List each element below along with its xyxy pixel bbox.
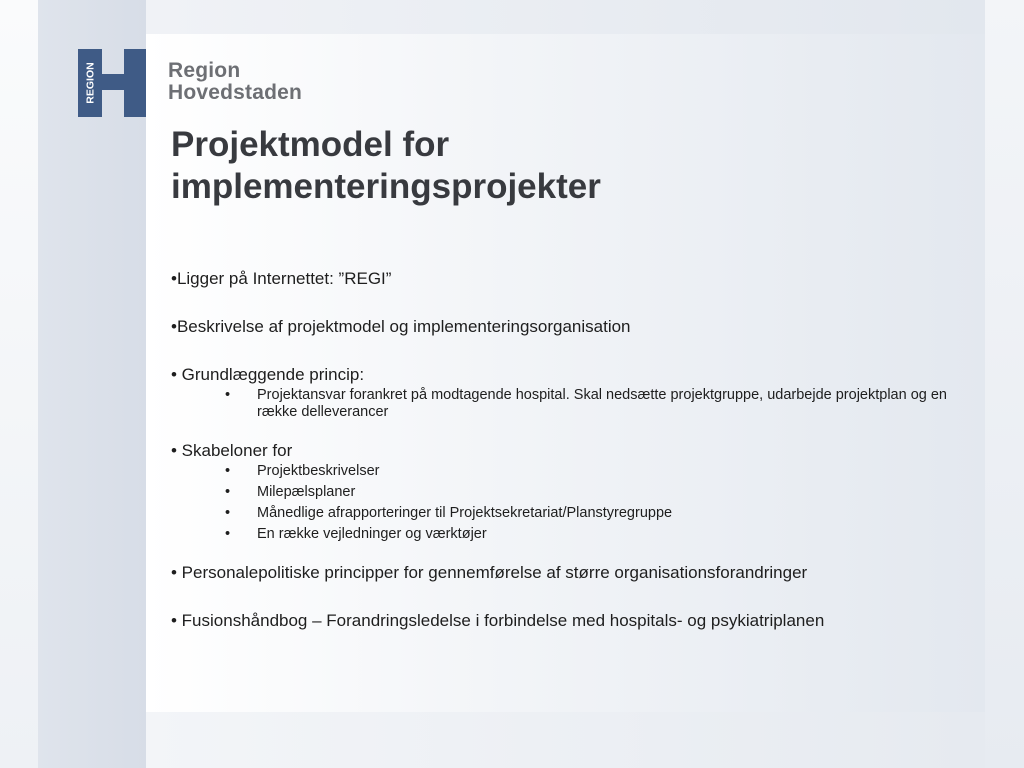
sub-item-text: Månedlige afrapporteringer til Projektsekretariat/Planstyregruppe [257, 505, 673, 521]
logo-wordmark-line1: Region [168, 59, 241, 82]
sub-list-principle [171, 387, 961, 421]
slide-title [171, 124, 961, 208]
sub-item-text: Milepælsplaner [257, 484, 356, 500]
logo-word: REGION [84, 62, 97, 104]
sub-bullet-glyph: • [225, 526, 231, 542]
sub-list-item [171, 505, 961, 522]
background-band-bottom [146, 712, 985, 768]
sub-item-text: En række vejledninger og værktøjer [257, 526, 487, 542]
slide-title-line2: implementeringsprojekter [171, 167, 601, 206]
sub-bullet-glyph: • [225, 387, 231, 403]
bullet-item-3: • Grundlæggende princip: [171, 365, 365, 384]
bullet-item-1: •Ligger på Internettet: ”REGI” [171, 269, 392, 288]
background-strip-right [985, 0, 1024, 768]
logo-wordmark [168, 60, 302, 104]
sub-bullet-glyph: • [225, 505, 231, 521]
background-strip-left [0, 0, 38, 768]
sub-list-templates [171, 463, 961, 543]
background-band-top [146, 0, 985, 34]
bullet-item-6: • Fusionshåndbog – Forandringsledelse i forbindelse med hospitals- og psykiatriplanen [171, 611, 825, 630]
sub-item-text: Projektansvar forankret på modtagende hospital. Skal nedsætte projektgruppe, udarbejde projektplan og en række delleverancer [257, 387, 947, 420]
sub-item-text: Projektbeskrivelser [257, 463, 380, 479]
bullet-item-2: •Beskrivelse af projektmodel og implementeringsorganisation [171, 317, 631, 336]
bullet-item-5: • Personalepolitiske principper for gennemførelse af større organisationsforandringer [171, 563, 808, 582]
bullet-list [171, 268, 961, 632]
sub-list-item [171, 526, 961, 543]
sub-list-item [171, 463, 961, 480]
bullet-item-4: • Skabeloner for [171, 441, 293, 460]
slide-title-line1: Projektmodel for [171, 125, 450, 164]
sub-list-item [171, 387, 961, 421]
sub-list-item [171, 484, 961, 501]
region-hovedstaden-logo-mark [78, 49, 146, 117]
sub-bullet-glyph: • [225, 484, 231, 500]
logo-wordmark-line2: Hovedstaden [168, 81, 303, 104]
sub-bullet-glyph: • [225, 463, 231, 479]
